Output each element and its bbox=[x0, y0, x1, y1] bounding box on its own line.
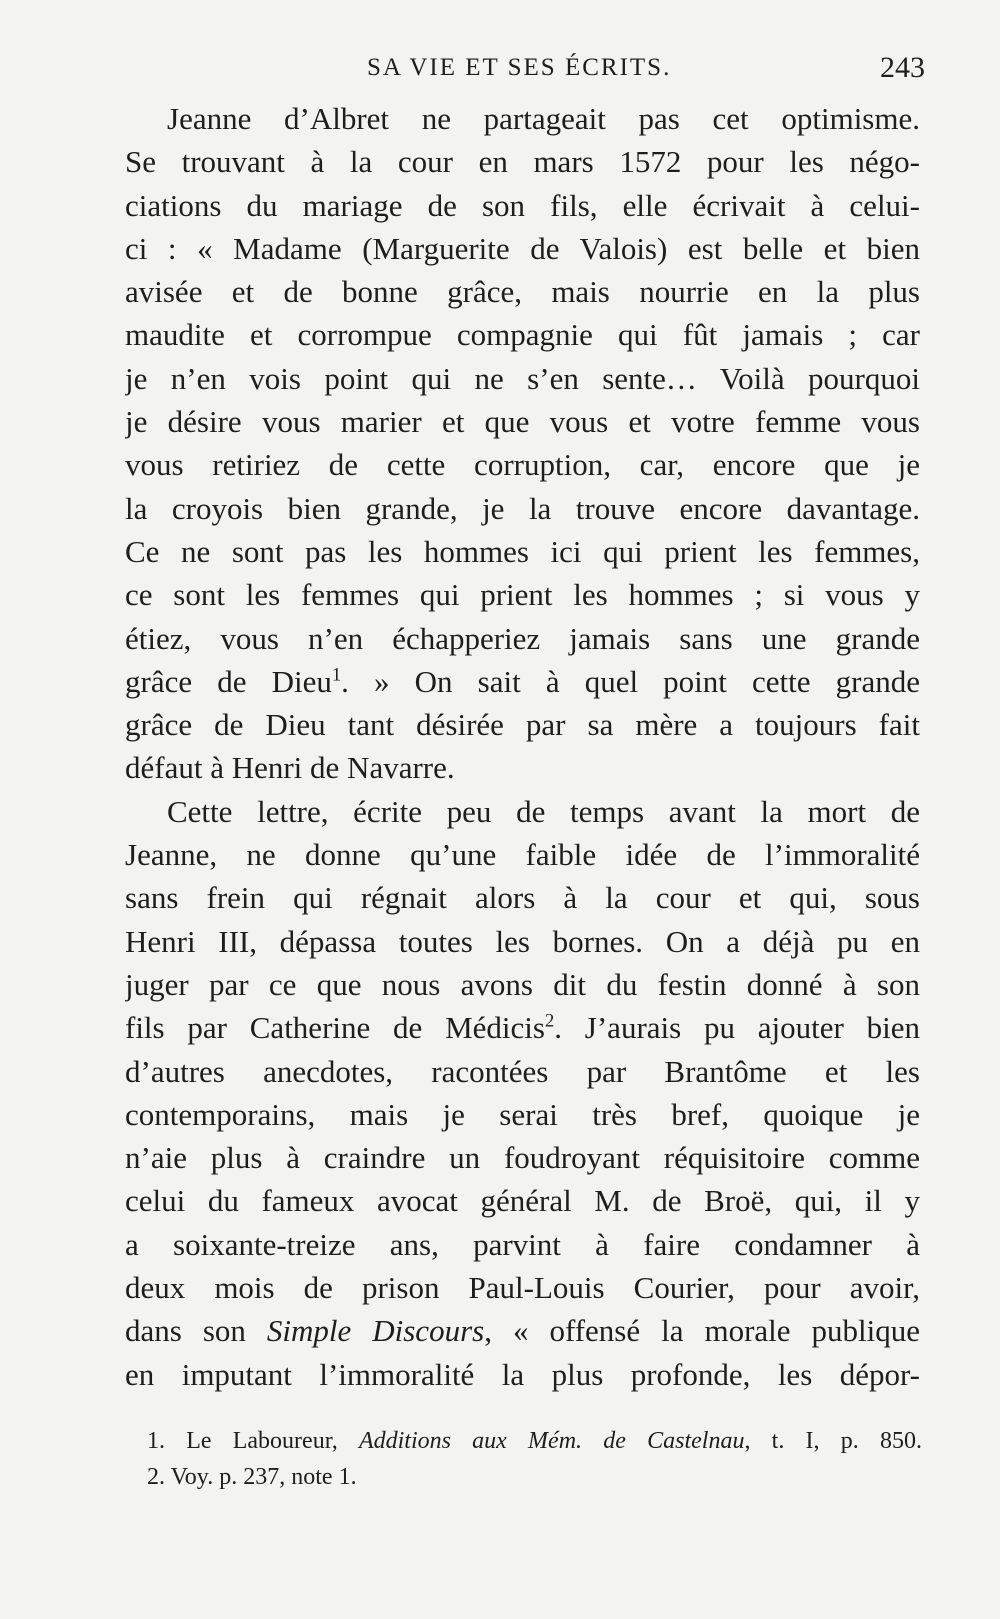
text-line: la croyois bien grande, je la trouve encore davantage. bbox=[125, 490, 920, 526]
page-header bbox=[125, 48, 925, 88]
text-line: sans frein qui régnait alors à la cour et qui, sous bbox=[125, 880, 920, 916]
text-line: n’aie plus à craindre un foudroyant réquisitoire comme bbox=[125, 1140, 920, 1176]
text-line: ce sont les femmes qui prient les hommes ; si vous y bbox=[125, 577, 920, 613]
footnote-ref: 1 bbox=[331, 664, 342, 686]
text-line: deux mois de prison Paul-Louis Courier, pour avoir, bbox=[125, 1270, 920, 1306]
page-number: 243 bbox=[880, 51, 925, 84]
book-title: Simple Discours bbox=[266, 1313, 485, 1349]
body-text bbox=[125, 97, 920, 1396]
text-line: ci : « Madame (Marguerite de Valois) est belle et bien bbox=[125, 230, 920, 266]
text-span: . » On sait à quel point cette grande bbox=[341, 663, 920, 699]
text-line: Jeanne, ne donne qu’une faible idée de l’immoralité bbox=[125, 837, 920, 873]
text-line: Cette lettre, écrite peu de temps avant la mort de bbox=[167, 793, 920, 829]
text-line bbox=[125, 1006, 920, 1049]
text-line: a soixante-treize ans, parvint à faire condamner à bbox=[125, 1226, 920, 1262]
text-line: en imputant l’immoralité la plus profonde, les dépor- bbox=[125, 1356, 920, 1392]
text-span: . J’aurais pu ajouter bien bbox=[554, 1010, 920, 1046]
text-line: je n’en vois point qui ne s’en sente… Voilà pourquoi bbox=[125, 360, 920, 396]
text-line: maudite et corrompue compagnie qui fût jamais ; car bbox=[125, 317, 920, 353]
footnote-1 bbox=[147, 1423, 922, 1459]
text-line: défaut à Henri de Navarre. bbox=[125, 750, 455, 786]
text-line: vous retiriez de cette corruption, car, encore que je bbox=[125, 447, 920, 483]
text-line: je désire vous marier et que vous et votre femme vous bbox=[125, 404, 920, 440]
text-line: contemporains, mais je serai très bref, quoique je bbox=[125, 1096, 920, 1132]
footnote-ref: 2 bbox=[544, 1010, 555, 1032]
running-title: SA VIE ET SES ÉCRITS. bbox=[367, 54, 672, 81]
text-line: grâce de Dieu tant désirée par sa mère a toujours fait bbox=[125, 707, 920, 743]
text-line bbox=[125, 660, 920, 703]
text-line: Se trouvant à la cour en mars 1572 pour les négo- bbox=[125, 144, 920, 180]
footnote-2: 2. Voy. p. 237, note 1. bbox=[147, 1464, 357, 1490]
text-line: Jeanne d’Albret ne partageait pas cet optimisme. bbox=[167, 101, 920, 136]
text-line: d’autres anecdotes, racontées par Brantôme et les bbox=[125, 1053, 920, 1089]
text-span: fils par Catherine de Médicis bbox=[125, 1010, 545, 1046]
text-line: avisée et de bonne grâce, mais nourrie en la plus bbox=[125, 274, 920, 310]
text-line: celui du fameux avocat général M. de Broë, qui, il y bbox=[125, 1183, 920, 1219]
text-span: , « offensé la morale publique bbox=[484, 1313, 920, 1349]
footnotes bbox=[147, 1423, 922, 1495]
text-span: dans son bbox=[125, 1313, 267, 1349]
text-span: grâce de Dieu bbox=[125, 663, 332, 699]
text-line: ciations du mariage de son fils, elle écrivait à celui- bbox=[125, 187, 920, 223]
text-line: Ce ne sont pas les hommes ici qui prient les femmes, bbox=[125, 533, 920, 569]
footnote-text: 1. Le Laboureur, bbox=[147, 1428, 359, 1454]
text-line bbox=[125, 1309, 920, 1352]
text-line: étiez, vous n’en échapperiez jamais sans une grande bbox=[125, 620, 920, 656]
text-line: Henri III, dépassa toutes les bornes. On a déjà pu en bbox=[125, 923, 920, 959]
text-line: juger par ce que nous avons dit du festin donné à son bbox=[125, 966, 920, 1002]
footnote-title: Additions aux Mém. de Castelnau bbox=[358, 1428, 745, 1454]
footnote-text: , t. I, p. 850. bbox=[744, 1428, 922, 1454]
